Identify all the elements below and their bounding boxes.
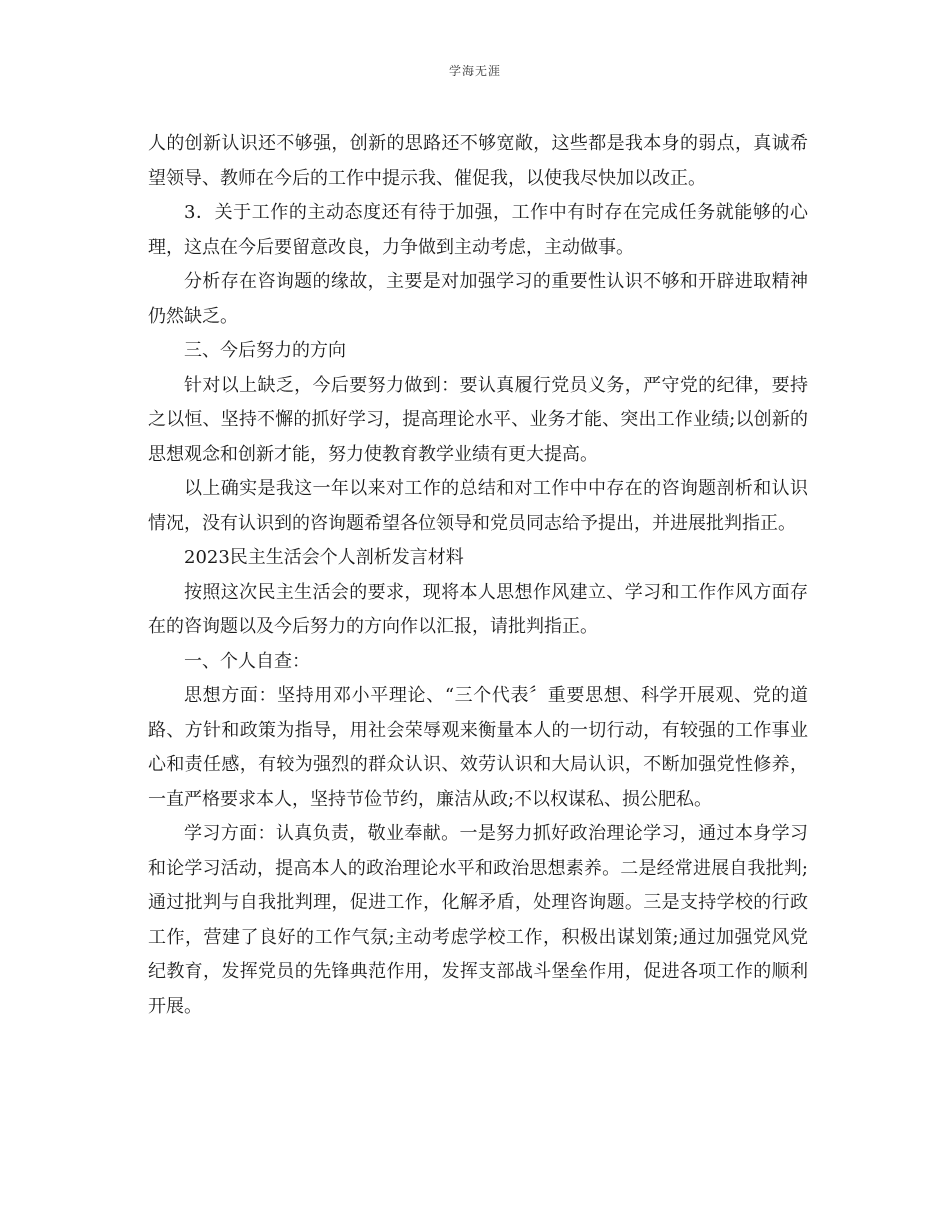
paragraph: 3．关于工作的主动态度还有待于加强，工作中有时存在完成任务就能够的心理，这点在今后要留意改良，力争做到主动考虑，主动做事。: [148, 202, 808, 258]
paragraph: 人的创新认识还不够强，创新的思路还不够宽敞，这些都是我本身的弱点，真诚希望领导、教师在今后的工作中提示我、催促我，以使我尽快加以改正。: [148, 133, 808, 189]
section-heading: 三、今后努力的方向: [184, 340, 346, 361]
document-title: 2023民主生活会个人剖析发言材料: [184, 547, 464, 568]
section-heading: 一、个人自查：: [184, 650, 310, 672]
paragraph: 以上确实是我这一年以来对工作的总结和对工作中中存在的咨询题剖析和认识情况，没有认识到的咨询题希望各位领导和党员同志给予提出，并进展批判指正。: [148, 478, 808, 534]
document-body: [148, 127, 808, 1024]
page-header: 学海无涯: [448, 64, 501, 78]
paragraph: 针对以上缺乏，今后要努力做到：要认真履行党员义务，严守党的纪律，要持之以恒、坚持不懈的抓好学习，提高理论水平、业务才能、突出工作业绩;以创新的思想观念和创新才能，努力使教育教学业绩有更大提高。: [148, 374, 808, 465]
paragraph: 思想方面：坚持用邓小平理论、“三个代表〞重要思想、科学开展观、党的道路、方针和政策为指导，用社会荣辱观来衡量本人的一切行动，有较强的工作事业心和责任感，有较为强烈的群众认识、效劳认识和大局认识，不断加强党性修养，一直严格要求本人，坚持节俭节约，廉洁从政;不以权谋私、损公肥私。: [148, 685, 808, 810]
paragraph: 学习方面：认真负责，敬业奉献。一是努力抓好政治理论学习，通过本身学习和论学习活动，提高本人的政治理论水平和政治思想素养。二是经常进展自我批判;通过批判与自我批判理，促进工作，化解矛盾，处理咨询题。三是支持学校的行政工作，营建了良好的工作气氛;主动考虑学校工作，积极出谋划策;通过加强党风党纪教育，发挥党员的先锋典范作用，发挥支部战斗堡垒作用，促进各项工作的顺利开展。: [148, 823, 808, 1017]
paragraph: 按照这次民主生活会的要求，现将本人思想作风建立、学习和工作作风方面存在的咨询题以及今后努力的方向作以汇报，请批判指正。: [148, 581, 808, 637]
paragraph: 分析存在咨询题的缘故，主要是对加强学习的重要性认识不够和开辟进取精神仍然缺乏。: [148, 271, 808, 327]
